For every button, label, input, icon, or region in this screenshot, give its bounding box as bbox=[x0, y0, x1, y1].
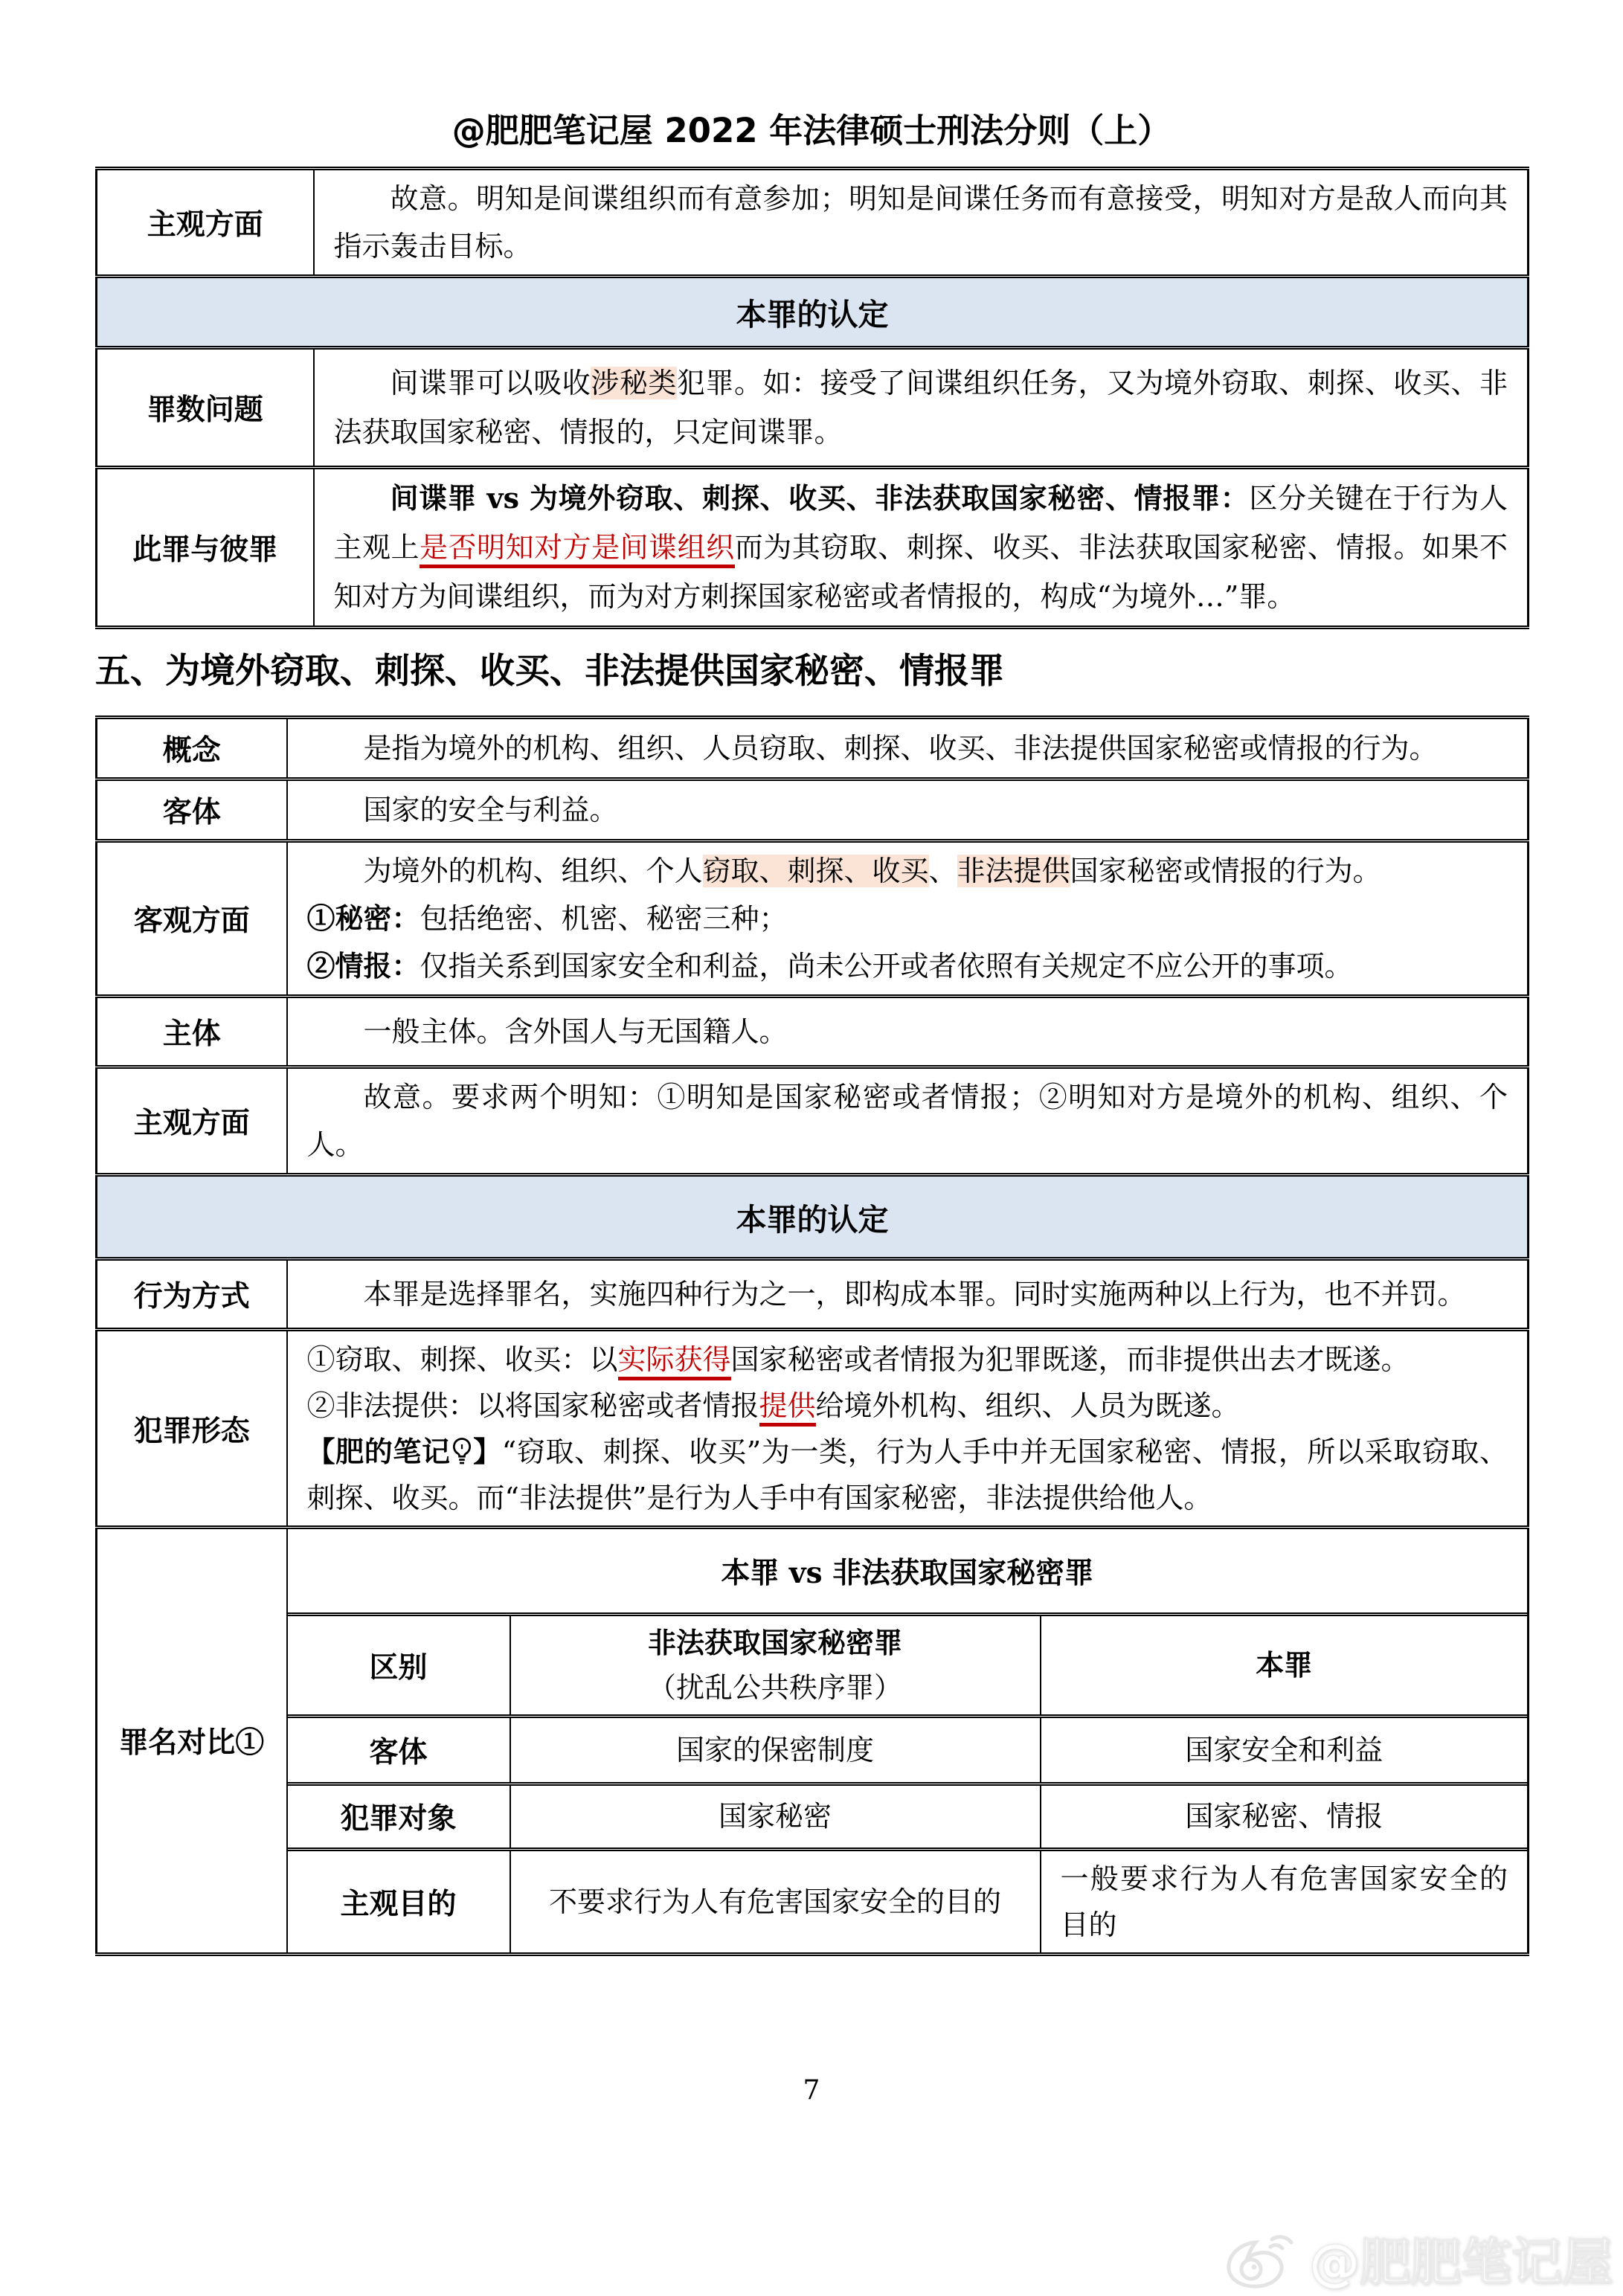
object-text: 国家的安全与利益。 bbox=[363, 794, 618, 826]
count-of-crimes-cell bbox=[314, 348, 1529, 468]
section-band-crime-determination: 本罪的认定 bbox=[97, 277, 1529, 348]
table-row bbox=[97, 277, 1529, 348]
table-row bbox=[97, 1330, 1529, 1528]
subjective-aspect-text: 故意。要求两个明知：①明知是国家秘密或者情报；②明知对方是境外的机构、组织、个人。 bbox=[306, 1081, 1508, 1161]
section-band-crime-determination: 本罪的认定 bbox=[97, 1175, 1529, 1259]
text-run: ②非法提供：以将国家秘密或者情报 bbox=[306, 1389, 759, 1422]
table-row bbox=[97, 1528, 1529, 1955]
row-label-crime-comparison: 罪名对比① bbox=[97, 1528, 287, 1955]
conduct-mode-text: 本罪是选择罪名，实施四种行为之一，即构成本罪。同时实施两种以上行为，也不并罚。 bbox=[363, 1278, 1466, 1311]
bold-run: ①秘密： bbox=[306, 901, 420, 935]
text-run: 给境外机构、组织、人员为既遂。 bbox=[815, 1389, 1240, 1422]
table-row bbox=[97, 779, 1529, 841]
table-row bbox=[97, 169, 1529, 277]
comparison-table bbox=[288, 1529, 1528, 1952]
table-row bbox=[288, 1529, 1528, 1614]
crime-form-cell bbox=[287, 1330, 1529, 1528]
watermark-text: @肥肥笔记屋 bbox=[1308, 2234, 1613, 2292]
row-label-subject: 主体 bbox=[97, 997, 287, 1067]
comparison-cell: 国家的保密制度 bbox=[510, 1716, 1041, 1784]
text-run: 间谍罪可以吸收 bbox=[390, 367, 591, 399]
comparison-cell: 国家秘密、情报 bbox=[1041, 1784, 1528, 1849]
table-row bbox=[97, 468, 1529, 628]
comparison-cell: 不要求行为人有危害国家安全的目的 bbox=[510, 1849, 1041, 1952]
text-run: “窃取、刺探、收买”为一类，行为人手中并无国家秘密、情报，所以采取窃取、刺探、收买。而“非法提供”是行为人手中有国家秘密，非法提供给他人。 bbox=[306, 1435, 1508, 1514]
text-run: 区分关键在于行为人主观上 bbox=[333, 482, 1508, 564]
bold-run: ②情报： bbox=[306, 949, 420, 983]
crime-form-line1 bbox=[307, 1337, 1508, 1383]
highlighted-run: 涉秘类 bbox=[591, 367, 677, 399]
table-row bbox=[97, 1067, 1529, 1175]
lightbulb-icon bbox=[451, 1437, 473, 1467]
objective-aspect-line2 bbox=[307, 895, 1508, 942]
table-row bbox=[97, 997, 1529, 1067]
row-label-object: 客体 bbox=[97, 779, 287, 841]
comparison-col-mid-title bbox=[510, 1614, 1041, 1716]
table-row bbox=[97, 348, 1529, 468]
red-underline-run: 实际获得 bbox=[618, 1343, 731, 1380]
object-cell bbox=[287, 779, 1529, 841]
comparison-cell: 一般要求行为人有危害国家安全的目的 bbox=[1041, 1849, 1528, 1952]
conduct-mode-cell bbox=[287, 1259, 1529, 1330]
comparison-col-right-title: 本罪 bbox=[1041, 1614, 1528, 1716]
this-vs-that-cell bbox=[314, 468, 1529, 628]
row-label-crime-form: 犯罪形态 bbox=[97, 1330, 287, 1528]
mid-crime-title: 非法获取国家秘密罪 bbox=[647, 1625, 902, 1659]
objective-aspect-line1 bbox=[307, 847, 1508, 895]
page-number: 7 bbox=[803, 2075, 820, 2106]
comparison-col-label: 区别 bbox=[288, 1614, 510, 1716]
crime-form-note bbox=[307, 1429, 1508, 1521]
page-title: @肥肥笔记屋 2022 年法律硕士刑法分则（上） bbox=[451, 111, 1172, 150]
red-underline-run: 提供 bbox=[759, 1389, 816, 1427]
row-label-count-of-crimes: 罪数问题 bbox=[97, 348, 314, 468]
table-row bbox=[97, 1259, 1529, 1330]
row-label-concept: 概念 bbox=[97, 718, 287, 779]
comparison-row-label-crime-target: 犯罪对象 bbox=[288, 1784, 510, 1849]
table-row bbox=[288, 1849, 1528, 1952]
table-row bbox=[97, 718, 1529, 779]
subjective-aspect-text: 故意。明知是间谍组织而有意参加；明知是间谍任务而有意接受，明知对方是敌人而向其指示轰击目标。 bbox=[333, 182, 1508, 263]
text-run: ①窃取、刺探、收买：以 bbox=[306, 1342, 618, 1376]
table-row bbox=[288, 1614, 1528, 1716]
text-run: 而为其窃取、刺探、收买、非法获取国家秘密、情报。如果不知对方为间谍组织，而为对方刺探国家秘密或者情报的，构成“为境外…”罪。 bbox=[333, 531, 1508, 613]
mid-crime-subtitle: （扰乱公共秩序罪） bbox=[647, 1670, 902, 1704]
text-run: 为境外的机构、组织、个人 bbox=[363, 855, 703, 887]
objective-aspect-line3 bbox=[307, 942, 1508, 990]
row-label-subjective-aspect: 主观方面 bbox=[97, 1067, 287, 1175]
subject-text: 一般主体。含外国人与无国籍人。 bbox=[363, 1015, 788, 1048]
comparison-cell: 国家秘密 bbox=[510, 1784, 1041, 1849]
objective-aspect-cell bbox=[287, 841, 1529, 997]
note-label-close: 】 bbox=[472, 1434, 502, 1468]
comparison-nested-table-cell bbox=[287, 1528, 1529, 1955]
table-row bbox=[97, 1175, 1529, 1259]
watermark bbox=[1223, 2222, 1613, 2295]
bold-run: 间谍罪 vs 为境外窃取、刺探、收买、非法获取国家秘密、情报罪： bbox=[390, 481, 1250, 515]
concept-cell bbox=[287, 718, 1529, 779]
subjective-aspect-cell bbox=[287, 1067, 1529, 1175]
table-espionage-crime bbox=[95, 167, 1529, 629]
row-label-this-crime-vs-that-crime: 此罪与彼罪 bbox=[97, 468, 314, 628]
this-vs-that-text bbox=[334, 474, 1508, 621]
crime-form-line2 bbox=[307, 1383, 1508, 1429]
count-of-crimes-text bbox=[334, 358, 1508, 457]
table-row bbox=[288, 1716, 1528, 1784]
weibo-icon bbox=[1223, 2225, 1300, 2293]
text-run: 包括绝密、机密、秘密三种； bbox=[420, 902, 788, 935]
note-label-open: 【肥的笔记 bbox=[306, 1434, 451, 1468]
subjective-aspect-cell bbox=[314, 169, 1529, 277]
comparison-cell: 国家安全和利益 bbox=[1041, 1716, 1528, 1784]
comparison-row-label-subjective-purpose: 主观目的 bbox=[288, 1849, 510, 1952]
text-run: 犯罪。如：接受了间谍组织任务，又为境外窃取、刺探、收买、非法获取国家秘密、情报的，只定间谍罪。 bbox=[333, 367, 1508, 448]
row-label-conduct-mode: 行为方式 bbox=[97, 1259, 287, 1330]
table-row bbox=[97, 841, 1529, 997]
text-run: 仅指关系到国家安全和利益，尚未公开或者依照有关规定不应公开的事项。 bbox=[420, 950, 1353, 983]
highlighted-run: 非法提供 bbox=[957, 855, 1070, 887]
red-underline-run: 是否明知对方是间谍组织 bbox=[420, 531, 735, 568]
table-row bbox=[288, 1784, 1528, 1849]
row-label-objective-aspect: 客观方面 bbox=[97, 841, 287, 997]
comparison-header: 本罪 vs 非法获取国家秘密罪 bbox=[288, 1529, 1528, 1614]
text-run: 国家秘密或者情报为犯罪既遂，而非提供出去才既遂。 bbox=[730, 1342, 1410, 1376]
text-run: 国家秘密或情报的行为。 bbox=[1070, 855, 1381, 887]
comparison-row-label-object: 客体 bbox=[288, 1716, 510, 1784]
text-run: 、 bbox=[928, 855, 957, 887]
concept-text: 是指为境外的机构、组织、人员窃取、刺探、收买、非法提供国家秘密或情报的行为。 bbox=[363, 732, 1438, 765]
subject-cell bbox=[287, 997, 1529, 1067]
table-providing-secrets-abroad-crime bbox=[95, 716, 1529, 1956]
highlighted-run: 窃取、刺探、收买 bbox=[702, 855, 929, 887]
row-label-subjective-aspect: 主观方面 bbox=[97, 169, 314, 277]
section-heading: 五、为境外窃取、刺探、收买、非法提供国家秘密、情报罪 bbox=[95, 651, 1004, 692]
